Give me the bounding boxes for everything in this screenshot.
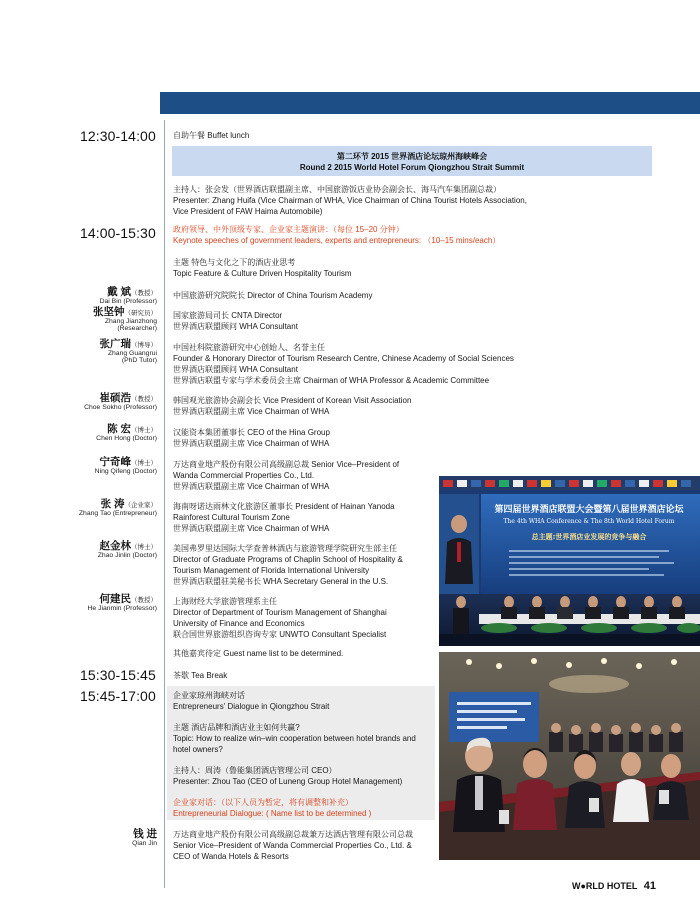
speaker-info-line: 万达商业地产股份有限公司高级副总裁 Senior Vice–President of bbox=[173, 460, 400, 469]
speaker-name-en: Zhang Guangrui bbox=[107, 350, 157, 358]
speaker-name-cn: 戴 斌 bbox=[107, 286, 131, 298]
dialogue-title-en: Entrepreneurs' Dialogue in Qiongzhou Strait bbox=[173, 702, 330, 711]
speaker-info-line: 世界酒店联盟专家与学术委员会主席 Chairman of WHA Professor & Academic Committee bbox=[173, 376, 490, 385]
dialogue-topic-en-1: Topic: How to realize win–win cooperation between hotel brands and bbox=[173, 734, 416, 743]
speaker-name-cn: 赵金林 bbox=[99, 540, 131, 552]
dialogue-presenter bbox=[173, 765, 431, 787]
speaker-name bbox=[100, 339, 158, 364]
speaker-name-en: Zhang Tao (Entrepreneur) bbox=[78, 510, 157, 518]
speaker-name-en: Dai Bin (Professor) bbox=[99, 298, 157, 306]
dialogue-note bbox=[173, 797, 431, 819]
speaker-role: （博士） bbox=[131, 544, 157, 551]
speaker-info-line: 世界酒店联盟副主席 Vice Chairman of WHA bbox=[173, 524, 330, 533]
presenter-cn: 主持人：张会发（世界酒店联盟副主席、中国旅游饭店业协会副会长、海马汽车集团副总裁） bbox=[173, 185, 501, 194]
speaker-title-en: (Researcher) bbox=[117, 325, 157, 333]
speaker-role: （博士） bbox=[131, 427, 157, 434]
speaker-info-line: Senior Vice–President of Wanda Commercial Properties Co., Ltd. & bbox=[173, 841, 412, 850]
speaker-name bbox=[100, 287, 157, 305]
speaker-info bbox=[173, 459, 431, 492]
screen-theme: 总主题:世界酒店业发展的竞争与融合 bbox=[531, 533, 647, 541]
speaker-info-line: Director of Department of Tourism Management of Shanghai bbox=[173, 608, 387, 617]
other-guests-note: 其他嘉宾待定 Guest name list to be determined. bbox=[173, 649, 344, 658]
keynote-cn: 政府领导、中外顶级专家、企业家主题演讲：（每位 15–20 分钟） bbox=[173, 225, 404, 234]
speaker-info-line: 世界酒店联盟副主席 Vice Chairman of WHA bbox=[173, 482, 330, 491]
speaker-name bbox=[95, 457, 157, 475]
presenter-en-1: Presenter: Zhang Huifa (Vice Chairman of WHA, Vice Chairman of China Tourist Hotels Association, bbox=[173, 196, 527, 205]
speaker-info bbox=[173, 310, 518, 332]
speaker-info bbox=[173, 342, 543, 386]
speaker-info-line: Founder & Honorary Director of Tourism Research Centre, Chinese Academy of Social Sciences bbox=[173, 354, 514, 363]
speaker-info bbox=[173, 501, 431, 534]
dialogue-note-cn: 企业家对话：（以下人员为暂定，将有调整和补充） bbox=[173, 798, 353, 807]
speaker-info-line: 国家旅游局司长 CNTA Director bbox=[173, 311, 283, 320]
speaker-info bbox=[173, 543, 431, 587]
speaker-info-line: 汉能资本集团董事长 CEO of the Hina Group bbox=[173, 428, 330, 437]
speaker-role: （企业家） bbox=[124, 502, 157, 509]
speaker-name bbox=[79, 499, 157, 517]
speaker-info bbox=[173, 829, 443, 862]
speaker-name-cn: 何建民 bbox=[99, 593, 131, 605]
speaker-name-cn: 张坚钟 bbox=[93, 306, 125, 318]
lunch-text: 自助午餐 Buffet lunch bbox=[173, 131, 250, 140]
speaker-info-line: Wanda Commercial Properties Co., Ltd. bbox=[173, 471, 315, 480]
tea-break-text: 茶歇 Tea Break bbox=[173, 671, 228, 680]
speaker-name bbox=[84, 393, 157, 411]
speaker-info-line: 世界酒店联盟驻美秘书长 WHA Secretary General in the U.S. bbox=[173, 577, 389, 586]
dialogue-topic bbox=[173, 722, 431, 755]
speaker-name-cn: 张 涛 bbox=[100, 498, 125, 510]
speaker-role: （教授） bbox=[131, 290, 157, 297]
speaker-name bbox=[88, 594, 158, 612]
dialogue-presenter-en: Presenter: Zhou Tao (CEO of Luneng Group Hotel Management) bbox=[173, 777, 403, 786]
speaker-name-en: Zhao Jinlin (Doctor) bbox=[97, 552, 157, 560]
speaker-info-line: 上海财经大学旅游管理系主任 bbox=[173, 597, 277, 606]
speaker-name bbox=[98, 541, 157, 559]
presenter-block bbox=[173, 184, 573, 217]
time-slot-round2: 14:00-15:30 bbox=[80, 225, 156, 241]
speaker-info-line: 世界酒店联盟副主席 Vice Chairman of WHA bbox=[173, 439, 330, 448]
speaker-name bbox=[132, 829, 157, 847]
dialogue-title-cn: 企业家琼州海峡对话 bbox=[173, 691, 245, 700]
page-footer bbox=[572, 880, 656, 892]
speaker-info-line: University of Finance and Economics bbox=[173, 619, 305, 628]
speaker-info-line: CEO of Wanda Hotels & Resorts bbox=[173, 852, 289, 861]
column-divider bbox=[164, 120, 165, 888]
speaker-info-line: 万达商业地产股份有限公司高级副总裁兼万达酒店管理有限公司总裁 bbox=[173, 830, 413, 839]
time-slot-dialogue: 15:45-17:00 bbox=[80, 688, 156, 704]
speaker-info-line: Tourism Management of Florida International University bbox=[173, 566, 370, 575]
speaker-role: （教授） bbox=[131, 597, 157, 604]
speaker-info-line: 海南呀诺达雨林文化旅游区董事长 President of Hainan Yanoda bbox=[173, 502, 395, 511]
dialogue-session-photo bbox=[439, 652, 700, 860]
speaker-info-line: 美国弗罗里达国际大学查普林酒店与旅游管理学院研究生部主任 bbox=[173, 544, 397, 553]
top-blue-band bbox=[160, 92, 700, 114]
speaker-name-en: Ning Qifeng (Doctor) bbox=[94, 468, 157, 476]
topic-cn: 主题 特色与文化之下的酒店业思考 bbox=[173, 258, 296, 267]
speaker-info bbox=[173, 290, 518, 301]
magazine-logo: W●RLD HOTEL bbox=[571, 881, 638, 891]
speaker-info-line: 世界酒店联盟副主席 Vice Chairman of WHA bbox=[173, 407, 330, 416]
speaker-info bbox=[173, 596, 431, 640]
page-number: 41 bbox=[643, 880, 656, 892]
speaker-role: （博士） bbox=[131, 460, 157, 467]
dialogue-topic-en-2: hotel owners? bbox=[173, 745, 223, 754]
speaker-role: （教授） bbox=[131, 396, 157, 403]
dialogue-title bbox=[173, 690, 431, 712]
speaker-name-cn: 钱 进 bbox=[133, 828, 157, 840]
round-2-header bbox=[172, 146, 652, 176]
conference-stage-photo bbox=[439, 476, 700, 646]
time-slot-lunch: 12:30-14:00 bbox=[80, 128, 156, 144]
keynote-note bbox=[173, 224, 573, 246]
keynote-en: Keynote speeches of government leaders, experts and entrepreneurs: （10–15 mins/each） bbox=[173, 236, 501, 245]
speaker-info-line: 中国社科院旅游研究中心创始人、名誉主任 bbox=[173, 343, 325, 352]
speaker-name bbox=[96, 424, 157, 442]
round-title-cn: 第二环节 2015 世界酒店论坛琼州海峡峰会 bbox=[336, 152, 488, 161]
dialogue-topic-cn: 主题 酒店品牌和酒店业主如何共赢? bbox=[173, 723, 300, 732]
speaker-title-en: (PhD Tutor) bbox=[121, 357, 157, 365]
speaker-info-line: Rainforest Cultural Tourism Zone bbox=[173, 513, 290, 522]
speaker-info-line: Director of Graduate Programs of Chaplin School of Hospitality & bbox=[173, 555, 403, 564]
topic-block bbox=[173, 257, 518, 279]
speaker-name-en: Choe Sokho (Professor) bbox=[84, 404, 157, 412]
speaker-info-line: 韩国观光旅游协会副会长 Vice President of Korean Visit Association bbox=[173, 396, 412, 405]
speaker-name-en: He Jianmin (Professor) bbox=[87, 605, 157, 613]
speaker-info bbox=[173, 395, 518, 417]
speaker-name-cn: 陈 宏 bbox=[107, 423, 131, 435]
dialogue-note-en: Entrepreneurial Dialogue: ( Name list to be determined ) bbox=[173, 809, 372, 818]
speaker-info-line: 世界酒店联盟顾问 WHA Consultant bbox=[173, 365, 298, 374]
time-slot-tea-break: 15:30-15:45 bbox=[80, 667, 156, 683]
topic-en: Topic Feature & Culture Driven Hospitality Tourism bbox=[173, 269, 352, 278]
speaker-info-line: 世界酒店联盟顾问 WHA Consultant bbox=[173, 322, 298, 331]
round-title-en: Round 2 2015 World Hotel Forum Qiongzhou Strait Summit bbox=[299, 163, 525, 172]
speaker-info-line: 联合国世界旅游组织咨询专家 UNWTO Consultant Specialist bbox=[173, 630, 387, 639]
screen-title-cn: 第四届世界酒店联盟大会暨第八届世界酒店论坛 bbox=[494, 505, 684, 515]
presenter-en-2: Vice President of FAW Haima Automobile) bbox=[173, 207, 323, 216]
speaker-name-en: Chen Hong (Doctor) bbox=[96, 435, 157, 443]
speaker-role: （研究员） bbox=[124, 310, 157, 317]
speaker-name bbox=[93, 307, 157, 332]
speaker-info bbox=[173, 427, 518, 449]
speaker-info-line: 中国旅游研究院院长 Director of China Tourism Academy bbox=[173, 291, 373, 300]
dialogue-presenter-cn: 主持人：周涛（鲁能集团酒店管理公司 CEO） bbox=[173, 766, 337, 775]
speaker-name-en: Zhang Jianzhong bbox=[104, 318, 157, 326]
speaker-name-cn: 张广瑞 bbox=[99, 338, 131, 350]
speaker-name-cn: 宁奇峰 bbox=[99, 456, 131, 468]
speaker-name-cn: 崔硕浩 bbox=[99, 392, 131, 404]
screen-title-en: The 4th WHA Conference & The 8th World Hotel Forum bbox=[503, 518, 675, 525]
speaker-name-en: Qian Jin bbox=[132, 840, 157, 848]
speaker-role: （博导） bbox=[131, 342, 157, 349]
